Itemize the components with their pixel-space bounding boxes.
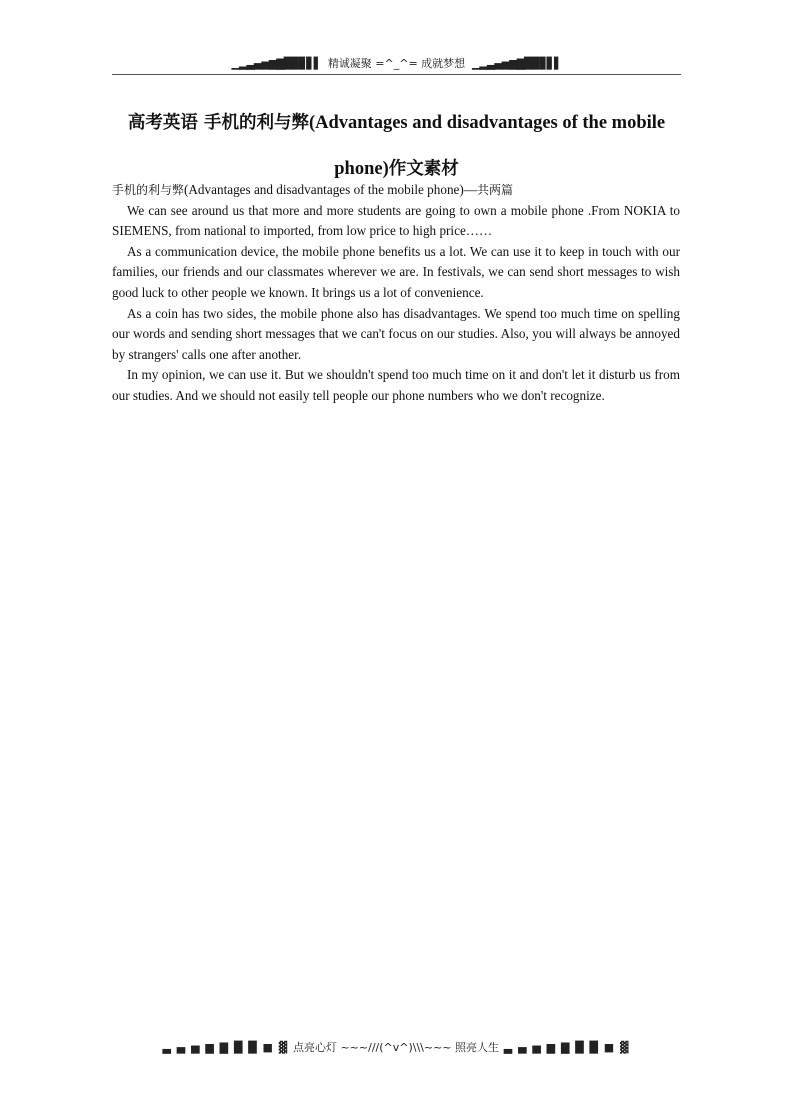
footer-decoration-left: ▃ ▄ ▅ ▆ ▇ █ █ ■ ▓ — [162, 1041, 289, 1054]
paragraph-opinion: In my opinion, we can use it. But we shouldn't spend too much time on it and don't let it disturb us from our studies. And we should not easily tell people our phone numbers who we don't recognize. — [112, 367, 680, 403]
footer-motto: 点亮心灯 ~~~///(^v^)\\\~~~ 照亮人生 — [292, 1041, 500, 1054]
title-suffix: 作文素材 — [388, 159, 459, 179]
document-subtitle — [112, 180, 680, 201]
page-header — [112, 56, 681, 75]
document-body — [112, 180, 680, 407]
footer-decoration-right: ▃ ▄ ▅ ▆ ▇ █ █ ■ ▓ — [503, 1041, 630, 1054]
paragraph-intro: We can see around us that more and more students are going to own a mobile phone .From NOKIA to SIEMENS, from national to imported, from low price to high price…… — [112, 202, 680, 239]
header-motto: 精诚凝聚 =^_^= 成就梦想 — [327, 57, 466, 70]
paragraph-advantages: As a communication device, the mobile phone benefits us a lot. We can use it to keep in touch with our families, our friends and our classmates wherever we are. In festivals, we can send short messages to wish good luck to other people we known. It brings us a lot of convenience. — [112, 243, 680, 300]
subtitle-dash: — — [463, 182, 477, 197]
title-english-part: (Advantages and disadvantages of the mobile phone) — [308, 113, 666, 179]
paragraph-disadvantages: As a coin has two sides, the mobile phone also has disadvantages. We spend too much time on spelling our words and sending short messages that we can't focus on our studies. Also, you will always be annoyed by strangers' calls one after another. — [112, 305, 680, 362]
document-title — [112, 100, 681, 192]
subtitle-english-part: (Advantages and disadvantages of the mobile phone) — [184, 182, 464, 197]
header-decoration-right: ▁▂▃▄▅▆▇█▉▊▋▌ — [471, 57, 562, 70]
page-footer — [0, 1040, 792, 1056]
subtitle-cjk-suffix: 共两篇 — [477, 183, 514, 197]
subtitle-cjk-prefix: 手机的利与弊 — [112, 183, 185, 197]
header-decoration-left: ▁▂▃▄▅▆▇█▉▊▋▌ — [231, 57, 322, 70]
title-cjk-part: 高考英语 手机的利与弊 — [127, 113, 309, 133]
